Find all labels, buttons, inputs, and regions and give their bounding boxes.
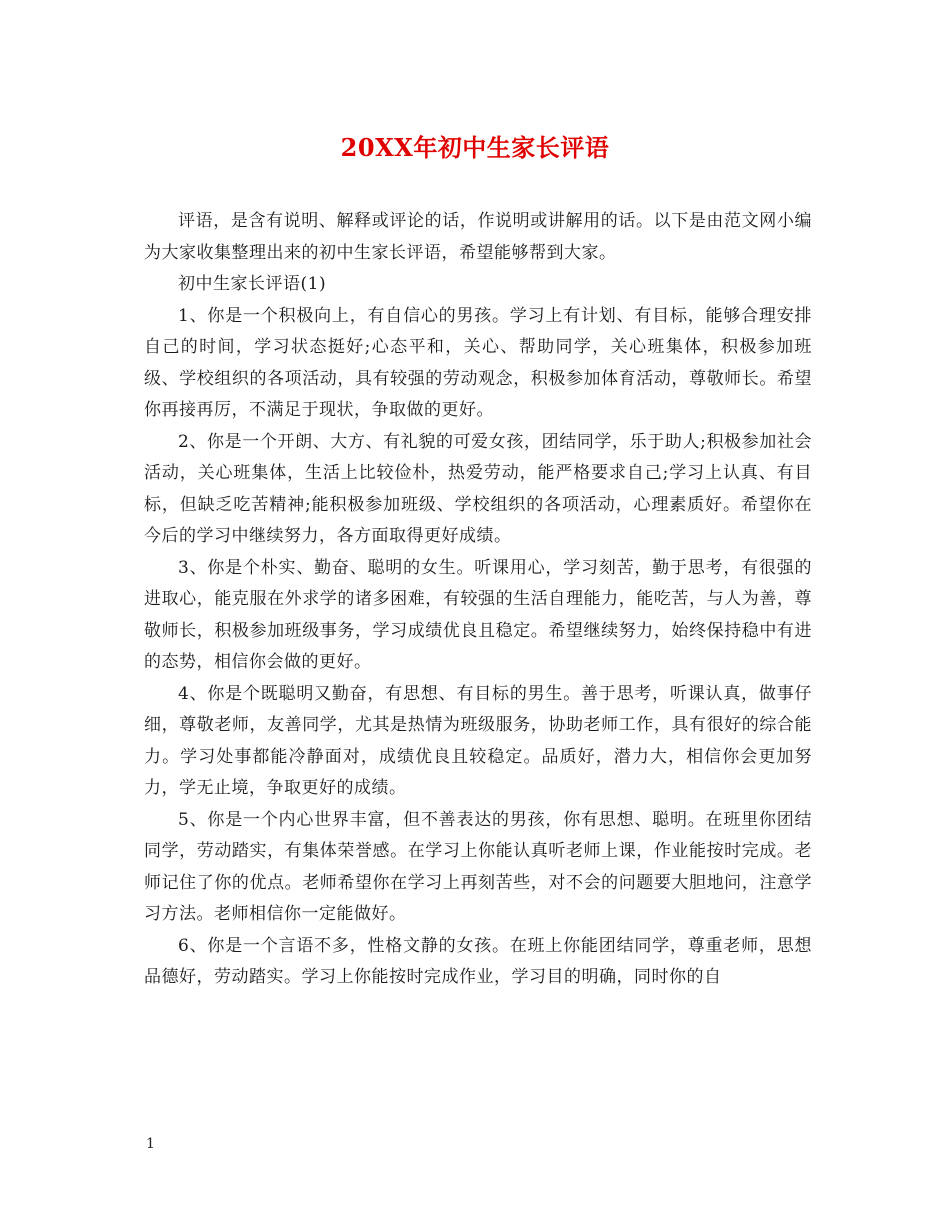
section-heading: 初中生家长评语(1) (178, 274, 327, 294)
comment-paragraph-1: 1、你是一个积极向上，有自信心的男孩。学习上有计划、有目标，能够合理安排自己的时间，学习状态挺好;心态平和，关心、帮助同学，关心班集体，积极参加班级、学校组织的各项活动，具有较强的劳动观念，积极参加体育活动，尊敬师长。希望你再接再厉，不满足于现状，争取做的更好。 (144, 305, 812, 420)
comment-paragraph-3: 3、你是个朴实、勤奋、聪明的女生。听课用心，学习刻苦，勤于思考，有很强的进取心，能克服在外求学的诸多困难，有较强的生活自理能力，能吃苦，与人为善，尊敬师长，积极参加班级事务，学习成绩优良且稳定。希望继续努力，始终保持稳中有进的态势，相信你会做的更好。 (144, 557, 812, 672)
intro-paragraph: 评语，是含有说明、解释或评论的话，作说明或讲解用的话。以下是由范文网小编为大家收集整理出来的初中生家长评语，希望能够帮到大家。 (144, 211, 812, 263)
comment-paragraph-4: 4、你是个既聪明又勤奋，有思想、有目标的男生。善于思考，听课认真，做事仔细，尊敬老师，友善同学，尤其是热情为班级服务，协助老师工作，具有很好的综合能力。学习处事都能冷静面对，成绩优良且较稳定。品质好，潜力大，相信你会更加努力，学无止境，争取更好的成绩。 (144, 683, 812, 798)
document-title: 20XX年初中生家长评语 (340, 133, 610, 162)
comment-paragraph-5: 5、你是一个内心世界丰富，但不善表达的男孩，你有思想、聪明。在班里你团结同学，劳动踏实，有集体荣誉感。在学习上你能认真听老师上课，作业能按时完成。老师记住了你的优点。老师希望你在学习上再刻苦些，对不会的问题要大胆地问，注意学习方法。老师相信你一定能做好。 (144, 809, 812, 924)
comment-paragraph-2: 2、你是一个开朗、大方、有礼貌的可爱女孩，团结同学，乐于助人;积极参加社会活动，关心班集体，生活上比较俭朴，热爱劳动，能严格要求自己;学习上认真、有目标，但缺乏吃苦精神;能积极参加班级、学校组织的各项活动，心理素质好。希望你在今后的学习中继续努力，各方面取得更好成绩。 (144, 431, 812, 546)
comment-paragraph-6: 6、你是一个言语不多，性格文静的女孩。在班上你能团结同学，尊重老师，思想品德好，劳动踏实。学习上你能按时完成作业，学习目的明确，同时你的自 (144, 935, 812, 987)
document-body (144, 206, 812, 994)
page-number: 1 (146, 1136, 155, 1152)
